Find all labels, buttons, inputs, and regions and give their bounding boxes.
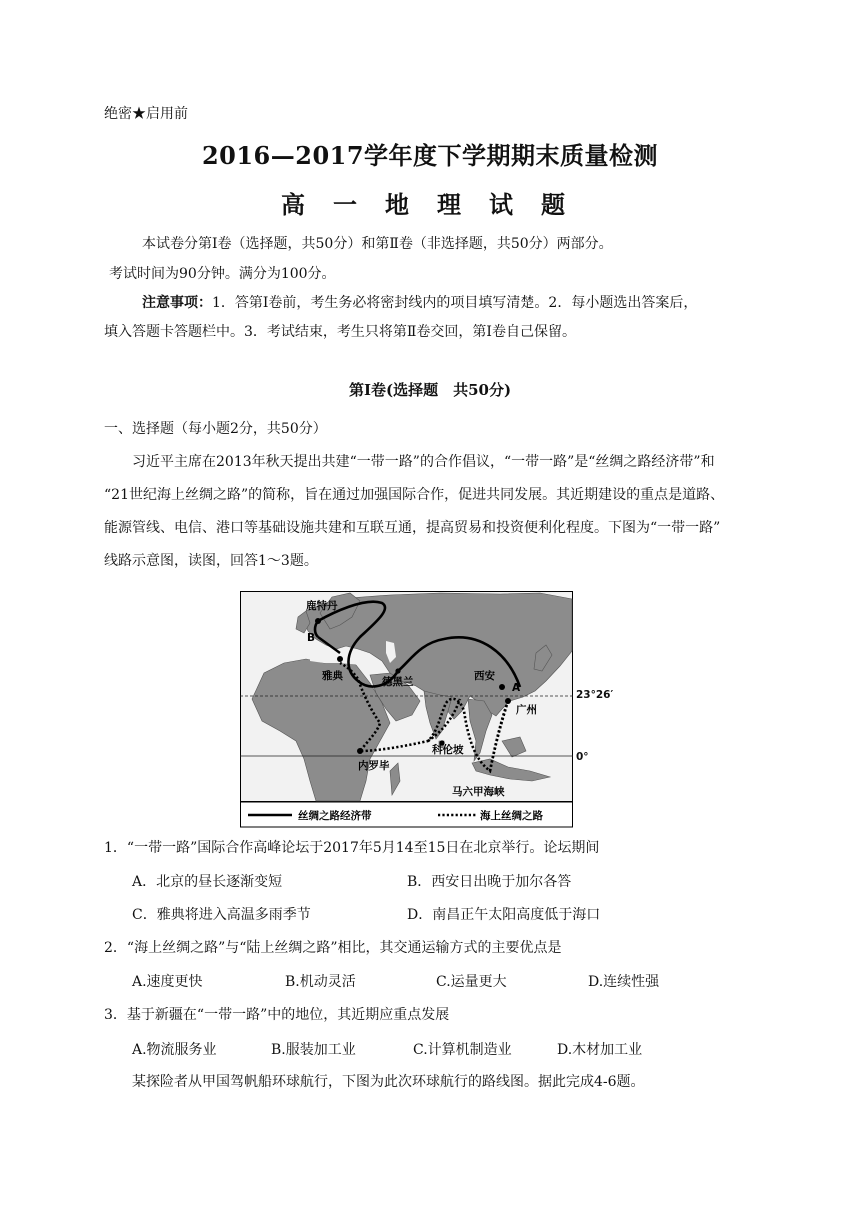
passage-line-4: 线路示意图，读图，回答1～3题。 [104, 553, 318, 569]
tropic-label: 23°26′ [576, 689, 614, 701]
passage-line-1: 习近平主席在2013年秋天提出共建“一带一路”的合作倡议，“一带一路”是“丝绸之路经济带”和 [132, 454, 715, 470]
question-2-stem: 2．“海上丝绸之路”与“陆上丝绸之路”相比，其交通运输方式的主要优点是 [104, 940, 562, 956]
secret-mark: 绝密★启用前 [104, 106, 188, 122]
marker-nairobi [357, 748, 363, 754]
question-3-option-c: C.计算机制造业 [413, 1042, 512, 1058]
label-colombo: 科伦坡 [432, 744, 464, 756]
legend-land-label: 丝绸之路经济带 [298, 810, 372, 822]
question-3-option-d: D.木材加工业 [557, 1042, 643, 1058]
notice-line-2: 填入答题卡答题栏中。3．考试结束，考生只将第Ⅱ卷交回，第Ⅰ卷自己保留。 [104, 324, 576, 340]
notice-line-1 [142, 293, 697, 313]
label-a: A [512, 682, 521, 694]
question-1-option-b: B．西安日出晚于加尔各答 [407, 874, 572, 890]
question-1-option-a: A．北京的昼长逐渐变短 [132, 874, 283, 890]
question-1-option-c: C．雅典将进入高温多雨季节 [132, 907, 311, 923]
question-2-option-a: A.速度更快 [132, 974, 203, 990]
passage-line-2: “21世纪海上丝绸之路”的简称，旨在通过加强国际合作，促进共同发展。其近期建设的重点是道路、 [104, 487, 725, 503]
label-xian: 西安 [474, 670, 495, 682]
marker-tehran [395, 668, 400, 673]
marker-guangzhou [505, 698, 511, 704]
marker-rotterdam [315, 618, 321, 624]
question-2-option-b: B.机动灵活 [285, 974, 356, 990]
label-tehran: 德黑兰 [382, 676, 414, 688]
notice-text-1: 1．答第Ⅰ卷前，考生务必将密封线内的项目填写清楚。2．每小题选出答案后， [212, 295, 698, 311]
marker-xian [499, 684, 505, 690]
marker-athens [337, 656, 343, 662]
equator-label: 0° [576, 751, 589, 763]
question-2-option-c: C.运量更大 [436, 974, 507, 990]
next-passage: 某探险者从甲国驾帆船环球航行，下图为此次环球航行的路线图。据此完成4-6题。 [132, 1074, 645, 1090]
intro-line-2: 考试时间为90分钟。满分为100分。 [109, 266, 336, 282]
exam-title: 2016—2017学年度下学期期末质量检测 [201, 141, 659, 170]
notice-label: 注意事项： [142, 295, 212, 311]
part-title: 一、选择题（每小题2分，共50分） [104, 421, 327, 437]
label-nairobi: 内罗毕 [358, 760, 390, 772]
question-1-option-d: D．南昌正午太阳高度低于海口 [407, 907, 601, 923]
section-title: 第Ⅰ卷(选择题 共50分) [348, 381, 512, 399]
map-svg [240, 591, 573, 828]
question-2-option-d: D.连续性强 [588, 974, 660, 990]
question-3-option-b: B.服装加工业 [271, 1042, 356, 1058]
label-athens: 雅典 [322, 670, 343, 682]
label-rotterdam: 鹿特丹 [306, 600, 338, 612]
intro-line-1: 本试卷分第Ⅰ卷（选择题，共50分）和第Ⅱ卷（非选择题，共50分）两部分。 [142, 236, 613, 252]
exam-subtitle: 高一地理试题 [281, 190, 593, 219]
label-malacca: 马六甲海峡 [452, 786, 505, 798]
belt-and-road-map [240, 591, 573, 828]
legend-sea-label: 海上丝绸之路 [480, 810, 543, 822]
question-1-stem: 1．“一带一路”国际合作高峰论坛于2017年5月14至15日在北京举行。论坛期间 [104, 840, 600, 856]
label-guangzhou: 广州 [516, 704, 537, 716]
label-b: B [307, 632, 316, 644]
question-3-option-a: A.物流服务业 [132, 1042, 217, 1058]
passage-line-3: 能源管线、电信、港口等基础设施共建和互联互通，提高贸易和投资便利化程度。下图为“一带一路” [104, 520, 721, 536]
question-3-stem: 3．基于新疆在“一带一路”中的地位，其近期应重点发展 [104, 1007, 450, 1023]
